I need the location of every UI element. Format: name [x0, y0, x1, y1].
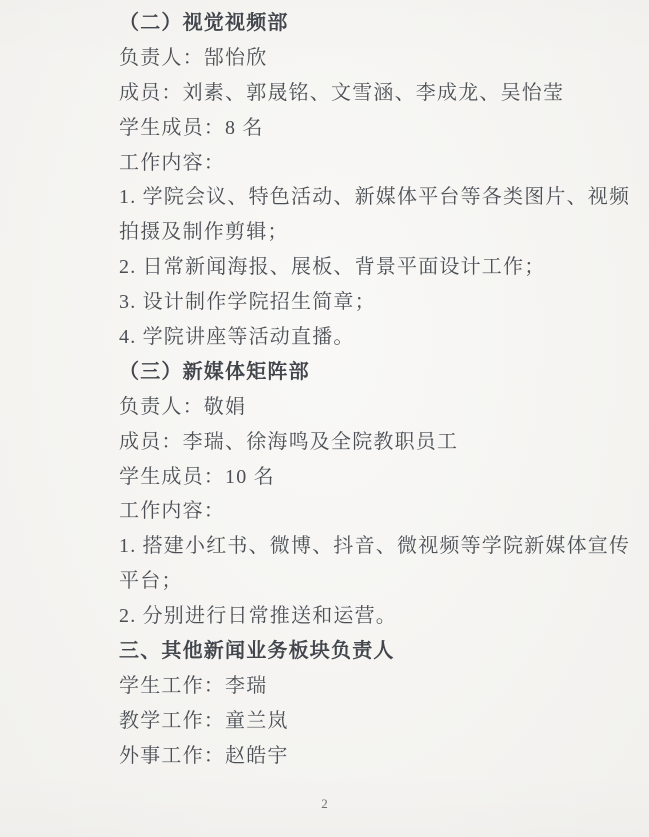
text-line: 4. 学院讲座等活动直播。 — [119, 326, 355, 349]
document-body — [119, 6, 631, 774]
text-line: 学生成员：8 名 — [119, 116, 264, 139]
section-heading: （三）新媒体矩阵部 — [119, 360, 310, 383]
text-line: 3. 设计制作学院招生简章； — [119, 291, 376, 314]
text-line: 外事工作：赵皓宇 — [119, 744, 289, 767]
section-heading: （二）视觉视频部 — [119, 12, 289, 34]
page-number: 2 — [321, 796, 328, 811]
text-line: 2. 分别进行日常推送和运营。 — [119, 605, 397, 628]
text-line: 负责人：郜怡欣 — [119, 46, 268, 69]
text-line: 2. 日常新闻海报、展板、背景平面设计工作； — [119, 256, 546, 279]
text-line: 成员：李瑞、徐海鸣及全院教职员工 — [119, 430, 459, 453]
text-line: 平台； — [119, 570, 183, 593]
text-line: 1. 搭建小红书、微博、抖音、微视频等学院新媒体宣传 — [119, 535, 631, 558]
text-line: 工作内容： — [119, 500, 225, 523]
text-line: 拍摄及制作剪辑； — [119, 221, 289, 244]
text-line: 学生工作：李瑞 — [119, 674, 268, 697]
text-line: 工作内容： — [119, 151, 225, 174]
text-line: 负责人：敬娟 — [119, 395, 247, 418]
text-line: 学生成员：10 名 — [119, 465, 275, 488]
section-heading: 三、其他新闻业务板块负责人 — [119, 640, 395, 663]
text-line: 教学工作：童兰岚 — [119, 709, 289, 732]
text-line: 1. 学院会议、特色活动、新媒体平台等各类图片、视频 — [119, 186, 631, 209]
text-line: 成员：刘素、郭晟铭、文雪涵、李成龙、吴怡莹 — [119, 81, 565, 104]
